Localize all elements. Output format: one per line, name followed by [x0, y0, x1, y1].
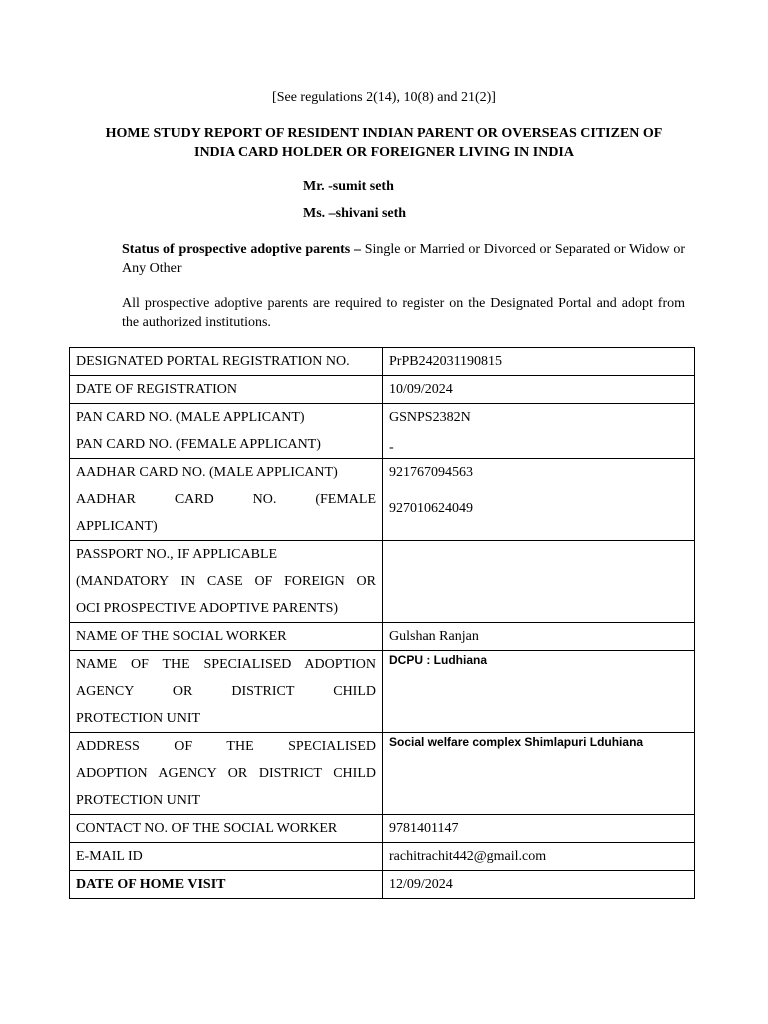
status-options: Single or Married or Divorced or Separated or Widow or Any Other	[122, 242, 685, 276]
aadhar-labels	[70, 459, 383, 541]
pan-female-value: -	[389, 440, 394, 455]
parent-mr-name: Mr. -sumit seth	[303, 179, 394, 194]
pan-labels	[70, 404, 383, 459]
address-label-line-1: ADDRESS OF THE SPECIALISED	[76, 739, 376, 754]
parent-ms-name: Ms. –shivani seth	[303, 206, 407, 221]
social-worker-label: NAME OF THE SOCIAL WORKER	[70, 623, 383, 651]
table-row	[70, 843, 695, 871]
date-reg-label: DATE OF REGISTRATION	[70, 376, 383, 404]
agency-value: DCPU : Ludhiana	[389, 653, 487, 667]
regulations-reference: [See regulations 2(14), 10(8) and 21(2)]	[272, 90, 496, 105]
aadhar-female-label-line-1: AADHAR CARD NO. (FEMALE	[76, 492, 376, 507]
aadhar-female-label-line-2: APPLICANT)	[76, 519, 158, 534]
table-row	[70, 459, 695, 541]
report-title-line-2: INDIA CARD HOLDER OR FOREIGNER LIVING IN INDIA	[194, 145, 574, 160]
report-title	[70, 124, 698, 162]
address-label-line-2: ADOPTION AGENCY OR DISTRICT CHILD	[76, 766, 376, 781]
table-row	[70, 733, 695, 815]
table-row	[70, 404, 695, 459]
status-dash: –	[350, 242, 365, 257]
contact-label: CONTACT NO. OF THE SOCIAL WORKER	[70, 815, 383, 843]
table-row	[70, 815, 695, 843]
agency-label-line-3: PROTECTION UNIT	[76, 711, 201, 726]
contact-value: 9781401147	[383, 815, 695, 843]
table-row	[70, 376, 695, 404]
pan-male-label: PAN CARD NO. (MALE APPLICANT)	[76, 410, 305, 425]
passport-value	[383, 541, 695, 623]
status-label: Status of prospective adoptive parents	[122, 242, 351, 257]
email-label: E-MAIL ID	[70, 843, 383, 871]
address-value-cell	[383, 733, 695, 815]
table-row	[70, 871, 695, 899]
home-visit-value: 12/09/2024	[383, 871, 695, 899]
home-study-table	[69, 347, 695, 899]
date-reg-value: 10/09/2024	[383, 376, 695, 404]
report-title-line-1: HOME STUDY REPORT OF RESIDENT INDIAN PARENT OR OVERSEAS CITIZEN OF	[105, 126, 663, 141]
agency-label	[70, 651, 383, 733]
email-value: rachitrachit442@gmail.com	[383, 843, 695, 871]
agency-label-line-2: AGENCY OR DISTRICT CHILD	[76, 684, 376, 699]
address-label	[70, 733, 383, 815]
aadhar-male-label: AADHAR CARD NO. (MALE APPLICANT)	[76, 465, 338, 480]
table-row	[70, 541, 695, 623]
agency-label-line-1: NAME OF THE SPECIALISED ADOPTION	[76, 657, 376, 672]
reg-no-value: PrPB242031190815	[383, 348, 695, 376]
pan-male-value: GSNPS2382N	[389, 410, 471, 425]
status-paragraph	[122, 240, 685, 278]
aadhar-female-value: 927010624049	[389, 501, 473, 516]
address-value: Social welfare complex Shimlapuri Lduhiana	[389, 735, 644, 749]
pan-female-label: PAN CARD NO. (FEMALE APPLICANT)	[76, 437, 321, 452]
home-visit-label: DATE OF HOME VISIT	[70, 871, 383, 899]
passport-label-line-1: PASSPORT NO., IF APPLICABLE	[76, 547, 278, 562]
address-label-line-3: PROTECTION UNIT	[76, 793, 201, 808]
aadhar-male-value: 921767094563	[389, 465, 473, 480]
passport-label	[70, 541, 383, 623]
registration-notice: All prospective adoptive parents are required to register on the Designated Portal and adopt from the authorized institutions.	[122, 296, 685, 330]
reg-no-label: DESIGNATED PORTAL REGISTRATION NO.	[70, 348, 383, 376]
passport-label-line-3: OCI PROSPECTIVE ADOPTIVE PARENTS)	[76, 601, 339, 616]
passport-label-line-2: (MANDATORY IN CASE OF FOREIGN OR	[76, 574, 376, 589]
agency-value-cell	[383, 651, 695, 733]
table-row	[70, 623, 695, 651]
aadhar-values	[383, 459, 695, 541]
table-row	[70, 651, 695, 733]
table-row	[70, 348, 695, 376]
social-worker-value: Gulshan Ranjan	[383, 623, 695, 651]
pan-values	[383, 404, 695, 459]
